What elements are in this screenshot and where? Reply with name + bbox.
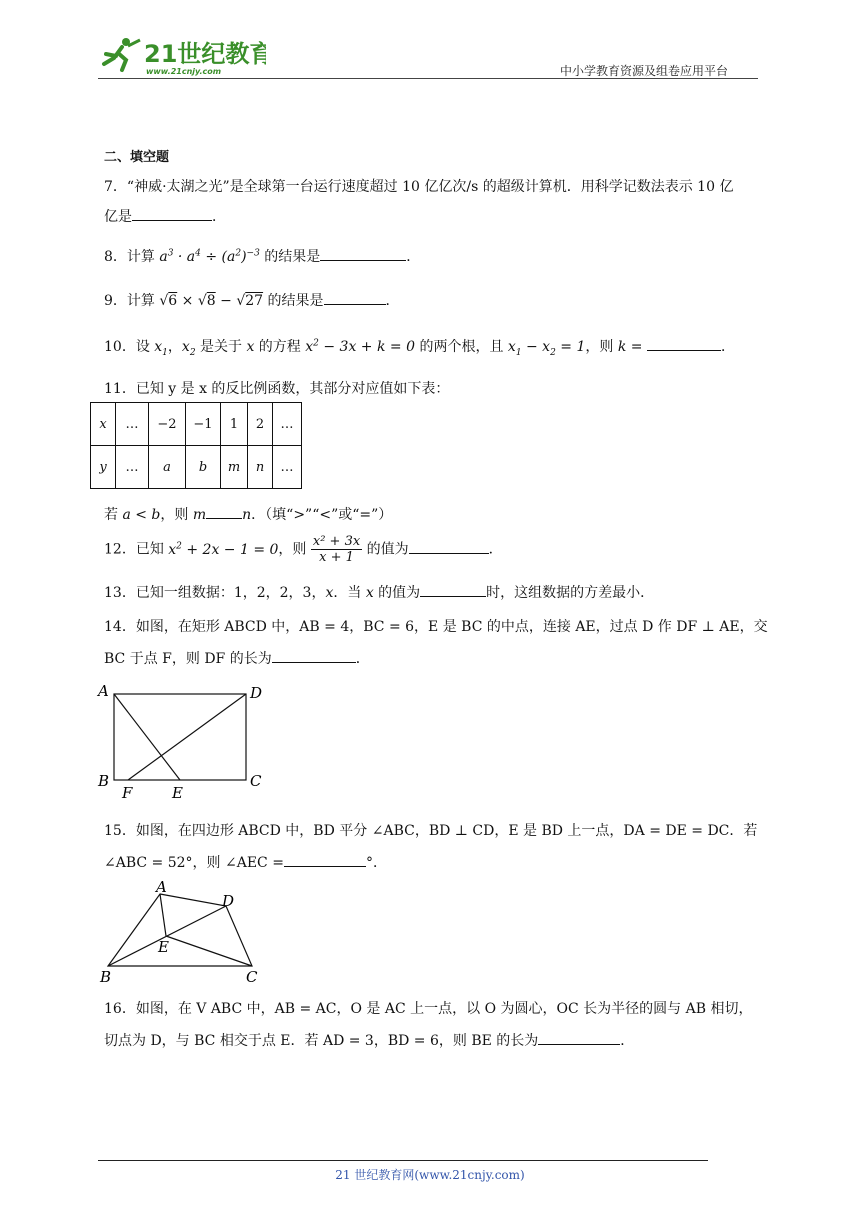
answer-blank-14[interactable]	[272, 648, 356, 663]
answer-blank-7[interactable]	[132, 206, 212, 221]
question-7-line2: 亿是 ．	[104, 206, 226, 226]
segment-ae	[114, 694, 180, 780]
runner-icon	[104, 38, 140, 70]
label-e: E	[158, 938, 169, 956]
answer-blank-13[interactable]	[420, 582, 486, 597]
footer-divider	[98, 1160, 708, 1161]
question-12: 12．已知 $x^2 + 2x - 1 = 0$，则 $\frac{\text{x² + 3x}}{x + 1}$ 的值为 ．	[104, 534, 503, 565]
label-a: A	[98, 682, 109, 700]
answer-blank-12[interactable]	[409, 539, 489, 554]
question-14-line2: BC 于点 F，则 DF 的长为 ．	[104, 648, 370, 668]
fraction-12: $\frac{\text{x² + 3x}}{x + 1}$	[312, 534, 361, 565]
question-15-line1: 15．如图，在四边形 ABCD 中，BD 平分 ∠ABC，BD ⊥ CD，E 是 BD 上一点，DA = DE = DC．若	[104, 823, 758, 839]
segment-df	[128, 694, 246, 780]
answer-blank-9[interactable]	[324, 290, 386, 305]
table-row-y: y … a b m n …	[91, 446, 302, 489]
svg-text:www.21cnjy.com: www.21cnjy.com	[146, 67, 222, 76]
question-15-line2: ∠ABC = 52°，则 ∠AEC = °．	[104, 852, 387, 872]
table-row-x: x … −2 −1 1 2 …	[91, 403, 302, 446]
question-10: 10．设 $x_1$，$x_2$ 是关于 x 的方程 $x^2 - 3x + k = 0$ 的两个根，且 $x_1 - x_2 = 1$，则 k = ．	[104, 336, 735, 358]
label-c: C	[250, 772, 262, 790]
question-16-line2: 切点为 D，与 BC 相交于点 E．若 AD = 3，BD = 6，则 BE 的长为 ．	[104, 1030, 634, 1050]
segment-ec	[166, 936, 252, 966]
label-e: E	[172, 784, 183, 802]
question-13: 13．已知一组数据：1，2，2，3，x．当 x 的值为 时，这组数据的方差最小．	[104, 582, 654, 602]
question-8: 8．计算 $a^3 \cdot a^4 \div (a^2)^{-3}$ 的结果是 ．	[104, 246, 420, 266]
value-table	[90, 402, 302, 489]
question-9: 9．计算 √6 × √8 − √27 的结果是 ．	[104, 290, 400, 310]
answer-blank-11[interactable]	[206, 504, 242, 519]
segment-ae	[160, 894, 166, 936]
label-a: A	[156, 878, 167, 896]
label-d: D	[250, 684, 263, 702]
answer-blank-16[interactable]	[538, 1030, 620, 1045]
section-title: 二、填空题	[104, 150, 170, 165]
header-platform-text: 中小学教育资源及组卷应用平台	[560, 64, 729, 78]
label-b: B	[100, 968, 112, 986]
answer-blank-10[interactable]	[647, 336, 721, 351]
answer-blank-15[interactable]	[284, 852, 366, 867]
label-b: B	[98, 772, 110, 790]
expression-9: √6 × √8 − √27	[159, 293, 264, 309]
answer-blank-8[interactable]	[320, 246, 406, 261]
footer-text: 21 世纪教育网(www.21cnjy.com)	[335, 1168, 525, 1182]
label-c: C	[246, 968, 258, 986]
figure-14-rectangle	[94, 682, 274, 806]
question-14-line1: 14．如图，在矩形 ABCD 中，AB = 4，BC = 6，E 是 BC 的中点，连接 AE，过点 D 作 DF ⊥ AE，交	[104, 619, 768, 635]
question-7-line1: 7．“神威·太湖之光”是全球第一台运行速度超过 10 亿亿次/s 的超级计算机．用科学记数法表示 10 亿	[104, 179, 734, 195]
question-11-condition: 若 a < b，则 m n．（填“>”“<”或“=”）	[104, 504, 392, 524]
figure-15-quadrilateral	[96, 878, 276, 992]
expression-8: $a^3 \cdot a^4 \div (a^2)^{-3}$	[159, 248, 260, 265]
question-16-line1: 16．如图，在 V ABC 中，AB = AC，O 是 AC 上一点，以 O 为圆心，OC 长为半径的圆与 AB 相切，	[104, 1001, 753, 1017]
rectangle-abcd	[114, 694, 246, 780]
header-divider	[98, 78, 758, 79]
question-11: 11．已知 y 是 x 的反比例函数，其部分对应值如下表：	[104, 381, 450, 397]
label-f: F	[122, 784, 133, 802]
svg-text:21世纪教育: 21世纪教育	[144, 40, 266, 68]
label-d: D	[222, 892, 235, 910]
site-logo	[96, 34, 266, 76]
